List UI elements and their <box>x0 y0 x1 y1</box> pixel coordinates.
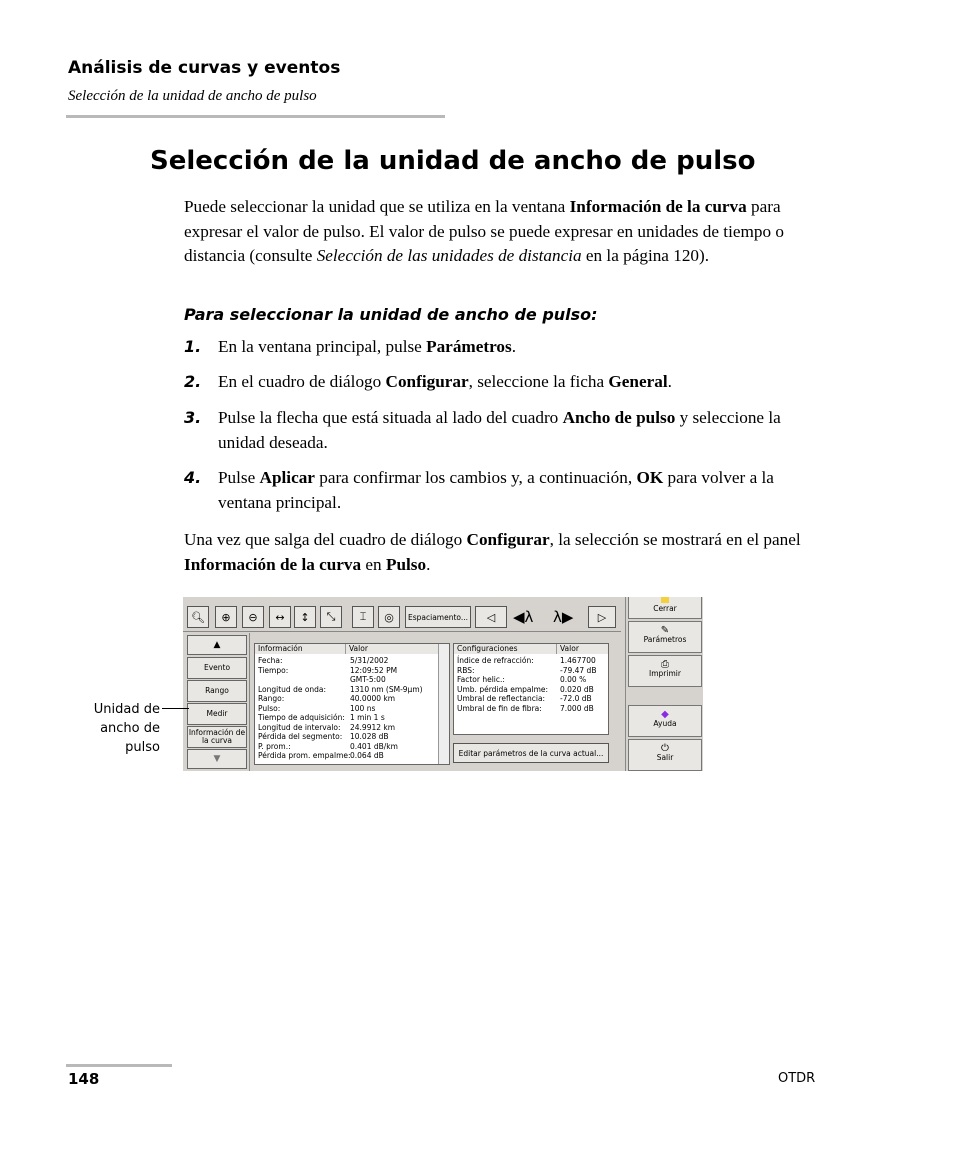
range-button[interactable]: Rango <box>187 680 247 702</box>
spacing-button[interactable]: Espaciamento... <box>405 606 471 628</box>
scroll-up-icon[interactable]: ▲ <box>187 635 247 655</box>
config-label-5: Umbral de fin de fibra: <box>457 703 542 713</box>
marker-icon[interactable]: ⌶ <box>352 606 374 628</box>
overlay-icon[interactable]: ◎ <box>378 606 400 628</box>
screenshot-right-panel <box>625 597 703 771</box>
parameters-button[interactable]: ✎ Parámetros <box>628 621 702 653</box>
config-label-4: Umbral de reflectancia: <box>457 694 546 703</box>
edit-trace-params-button[interactable]: Editar parámetros de la curva actual... <box>453 743 609 763</box>
info-value-4: 40.0000 km <box>350 694 396 703</box>
config-value-4: -72.0 dB <box>560 694 592 703</box>
info-scrollbar[interactable] <box>438 644 449 764</box>
trace-info-button[interactable]: Información de la curva <box>187 726 247 748</box>
zoom-out-icon[interactable]: ⊖ <box>242 606 264 628</box>
trace-prev-icon[interactable]: ◁ <box>475 606 507 628</box>
info-header-label: Información <box>255 644 346 654</box>
info-label-1: Tiempo: <box>258 665 289 675</box>
measure-button[interactable]: Medir <box>187 703 247 725</box>
callout-leader-line <box>162 708 189 709</box>
info-label-8: Pérdida del segmento: <box>258 732 343 741</box>
chapter-title: Análisis de curvas y eventos <box>68 58 341 78</box>
trace-next-icon[interactable]: ▷ <box>588 606 616 628</box>
intro-paragraph: Puede seleccionar la unidad que se utiliza en la ventana Información de la curva para expresar el valor de pulso. El valor de pulso se puede expresar en unidades de tiempo o distancia (consulte Selección de las unidades de distancia en la página 120). <box>184 197 784 265</box>
info-label-9: P. prom.: <box>258 741 291 751</box>
config-header-label: Configuraciones <box>454 644 557 654</box>
info-values <box>350 656 423 761</box>
config-label-2: Factor helic.: <box>457 675 505 684</box>
info-labels <box>258 656 351 761</box>
screenshot-left-panel <box>183 633 250 771</box>
info-label-7: Longitud de intervalo: <box>258 722 341 732</box>
config-table <box>453 643 609 735</box>
config-value-3: 0.020 dB <box>560 684 594 694</box>
scroll-down-icon[interactable]: ▼ <box>187 749 247 769</box>
config-value-2: 0.00 % <box>560 675 587 684</box>
print-button[interactable]: ⎙ Imprimir <box>628 655 702 687</box>
info-label-2 <box>258 675 351 685</box>
zoom-in-icon[interactable]: ⊕ <box>215 606 237 628</box>
info-label-4: Rango: <box>258 694 285 703</box>
info-value-9: 0.401 dB/km <box>350 741 398 751</box>
step-4-number: 4. <box>184 468 202 487</box>
step-4-text: Pulse Aplicar para confirmar los cambios y, a continuación, OK para volver a la ventana principal. <box>218 468 774 512</box>
info-label-3: Longitud de onda: <box>258 684 327 694</box>
step-2-number: 2. <box>184 372 202 391</box>
step-1-text: En la ventana principal, pulse Parámetros. <box>218 337 516 356</box>
help-button[interactable]: ◆ Ayuda <box>628 705 702 737</box>
info-header-value: Valor <box>346 644 441 654</box>
info-label-10: Pérdida prom. empalme: <box>258 751 351 760</box>
zoom-icon[interactable]: 🔍︎ <box>187 606 209 628</box>
otdr-screenshot <box>183 597 703 771</box>
callout-label: Unidad de ancho de pulso <box>93 702 160 755</box>
wavelength-prev-icon[interactable]: ◀λ <box>513 608 534 626</box>
info-value-5: 100 ns <box>350 703 376 713</box>
info-label-6: Tiempo de adquisición: <box>258 713 345 722</box>
procedure-title: Para seleccionar la unidad de ancho de pulso: <box>184 305 598 324</box>
product-name: OTDR <box>778 1071 816 1086</box>
step-2-text: En el cuadro de diálogo Configurar, seleccione la ficha General. <box>218 372 672 391</box>
close-icon <box>661 597 669 603</box>
info-table <box>254 643 450 765</box>
config-labels <box>457 656 548 713</box>
zoom-vertical-icon[interactable]: ↕ <box>294 606 316 628</box>
info-value-0: 5/31/2002 <box>350 656 389 665</box>
info-value-10: 0.064 dB <box>350 751 384 760</box>
page-number: 148 <box>68 1070 100 1088</box>
info-value-7: 24.9912 km <box>350 722 396 732</box>
parameters-icon: ✎ <box>660 625 670 636</box>
info-label-0: Fecha: <box>258 656 283 665</box>
config-values <box>560 656 596 713</box>
info-value-1: 12:09:52 PM <box>350 665 398 675</box>
event-button[interactable]: Evento <box>187 657 247 679</box>
zoom-horizontal-icon[interactable]: ↔ <box>269 606 291 628</box>
config-label-1: RBS: <box>457 665 475 675</box>
step-1-number: 1. <box>184 337 202 356</box>
wavelength-next-icon[interactable]: λ▶ <box>553 608 574 626</box>
info-value-2: GMT-5:00 <box>350 675 386 684</box>
screenshot-toolbar <box>183 597 621 632</box>
printer-icon: ⎙ <box>661 659 669 670</box>
info-value-6: 1 min 1 s <box>350 713 385 722</box>
page-title: Selección de la unidad de ancho de pulso <box>150 146 756 176</box>
help-book-icon: ◆ <box>661 709 669 720</box>
footer-rule <box>66 1064 172 1067</box>
config-value-1: -79.47 dB <box>560 665 597 675</box>
power-icon: ⏻ <box>661 743 669 754</box>
info-value-3: 1310 nm (SM-9µm) <box>350 684 423 694</box>
zoom-fit-icon[interactable]: ⤡ <box>320 606 342 628</box>
section-subtitle: Selección de la unidad de ancho de pulso <box>68 88 317 104</box>
step-3-text: Pulse la flecha que está situada al lado del cuadro Ancho de pulso y seleccione la unidad deseada. <box>218 408 781 452</box>
config-label-3: Umb. pérdida empalme: <box>457 684 549 694</box>
close-button[interactable]: Cerrar <box>628 597 702 619</box>
exit-button[interactable]: ⏻ Salir <box>628 739 702 771</box>
config-value-5: 7.000 dB <box>560 703 594 713</box>
info-label-5: Pulso: <box>258 703 281 713</box>
header-rule <box>66 115 445 118</box>
config-value-0: 1.467700 <box>560 656 596 665</box>
config-header-value: Valor <box>557 644 609 654</box>
config-label-0: Índice de refracción: <box>457 656 534 665</box>
step-3-number: 3. <box>184 408 202 427</box>
closing-paragraph: Una vez que salga del cuadro de diálogo Configurar, la selección se mostrará en el panel Información de la curva en Pulso. <box>184 530 801 574</box>
info-value-8: 10.028 dB <box>350 732 389 741</box>
